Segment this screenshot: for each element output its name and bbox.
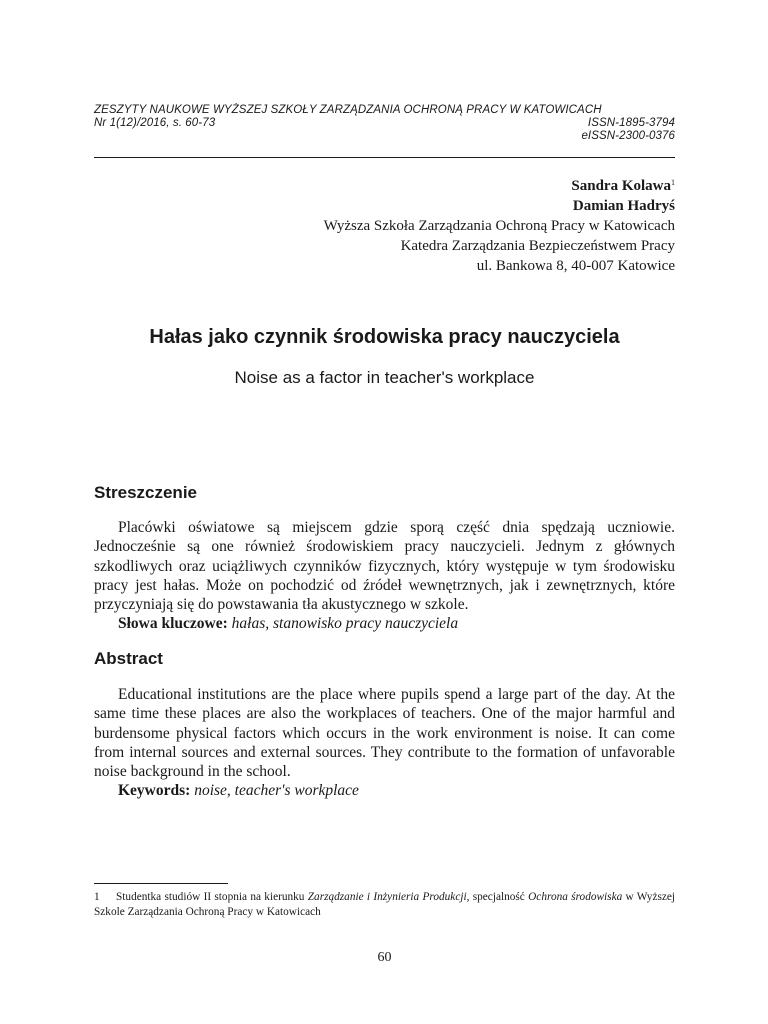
footnote-text-middle: , specjalność xyxy=(466,891,529,903)
abstract-heading: Abstract xyxy=(94,649,163,668)
paper-subtitle: Noise as a factor in teacher's workplace xyxy=(234,368,535,387)
abstract-section xyxy=(94,685,675,801)
streszczenie-keywords xyxy=(94,614,675,633)
streszczenie-keywords-label: Słowa kluczowe: xyxy=(118,615,228,633)
author-address: ul. Bankowa 8, 40-007 Katowice xyxy=(476,258,675,274)
header-divider xyxy=(94,157,675,158)
author-block xyxy=(94,176,675,276)
journal-eissn: eISSN-2300-0376 xyxy=(581,130,675,142)
streszczenie-keywords-value: hałas, stanowisko pracy nauczyciela xyxy=(231,615,459,633)
streszczenie-section xyxy=(94,518,675,634)
journal-name: ZESZYTY NAUKOWE WYŻSZEJ SZKOŁY ZARZĄDZANIA OCHRONĄ PRACY W KATOWICACH xyxy=(94,104,602,116)
page-number: 60 xyxy=(377,950,392,965)
streszczenie-text: Placówki oświatowe są miejscem gdzie sporą część dnia spędzają uczniowie. Jednocześnie są one również środowiskiem pracy nauczycieli. Jednym z głównych szkodliwych oraz uciążliwych czynników fizycznych, który występuje w tym środowisku pracy jest hałas. Może on pochodzić od źródeł wewnętrznych, jak i zewnętrznych, które przyczyniają się do powstawania tła akustycznego w szkole. xyxy=(94,519,675,614)
footnote-text-before: Studentka studiów II stopnia na kierunku xyxy=(116,891,308,903)
footnote-number: 1 xyxy=(94,891,100,903)
abstract-keywords xyxy=(94,781,675,800)
journal-issue: Nr 1(12)/2016, s. 60-73 xyxy=(94,117,216,129)
abstract-keywords-value: noise, teacher's workplace xyxy=(194,782,359,800)
footnote-text-after: w Wyższej Szkole Zarządzania Ochroną Pracy w Katowicach xyxy=(94,891,676,918)
journal-issn: ISSN-1895-3794 xyxy=(587,117,675,129)
footnote-specialization: Ochrona środowiska xyxy=(528,891,623,903)
paper-page xyxy=(94,0,675,1024)
footnote xyxy=(94,890,675,919)
abstract-text: Educational institutions are the place where pupils spend a large part of the day. At the same time these places are also the workplaces of teachers. One of the major harmful and burdensome physical factors which occurs in the work environment is noise. It can come from internal sources and external sources. They contribute to the formation of unfavorable noise background in the school. xyxy=(94,686,675,781)
footnote-divider xyxy=(94,883,228,884)
abstract-keywords-label: Keywords: xyxy=(118,782,191,800)
author-affiliation: Wyższa Szkoła Zarządzania Ochroną Pracy w Katowicach xyxy=(323,218,675,234)
journal-header xyxy=(94,104,675,143)
author-name-1: Sandra Kolawa xyxy=(571,178,671,194)
author-footnote-mark: 1 xyxy=(671,178,675,187)
author-name-2: Damian Hadryś xyxy=(572,198,675,214)
footnote-field-of-study: Zarządzanie i Inżynieria Produkcji xyxy=(307,891,467,903)
paper-title: Hałas jako czynnik środowiska pracy nauczyciela xyxy=(149,326,620,348)
streszczenie-heading: Streszczenie xyxy=(94,483,197,502)
author-department: Katedra Zarządzania Bezpieczeństwem Pracy xyxy=(400,238,675,254)
